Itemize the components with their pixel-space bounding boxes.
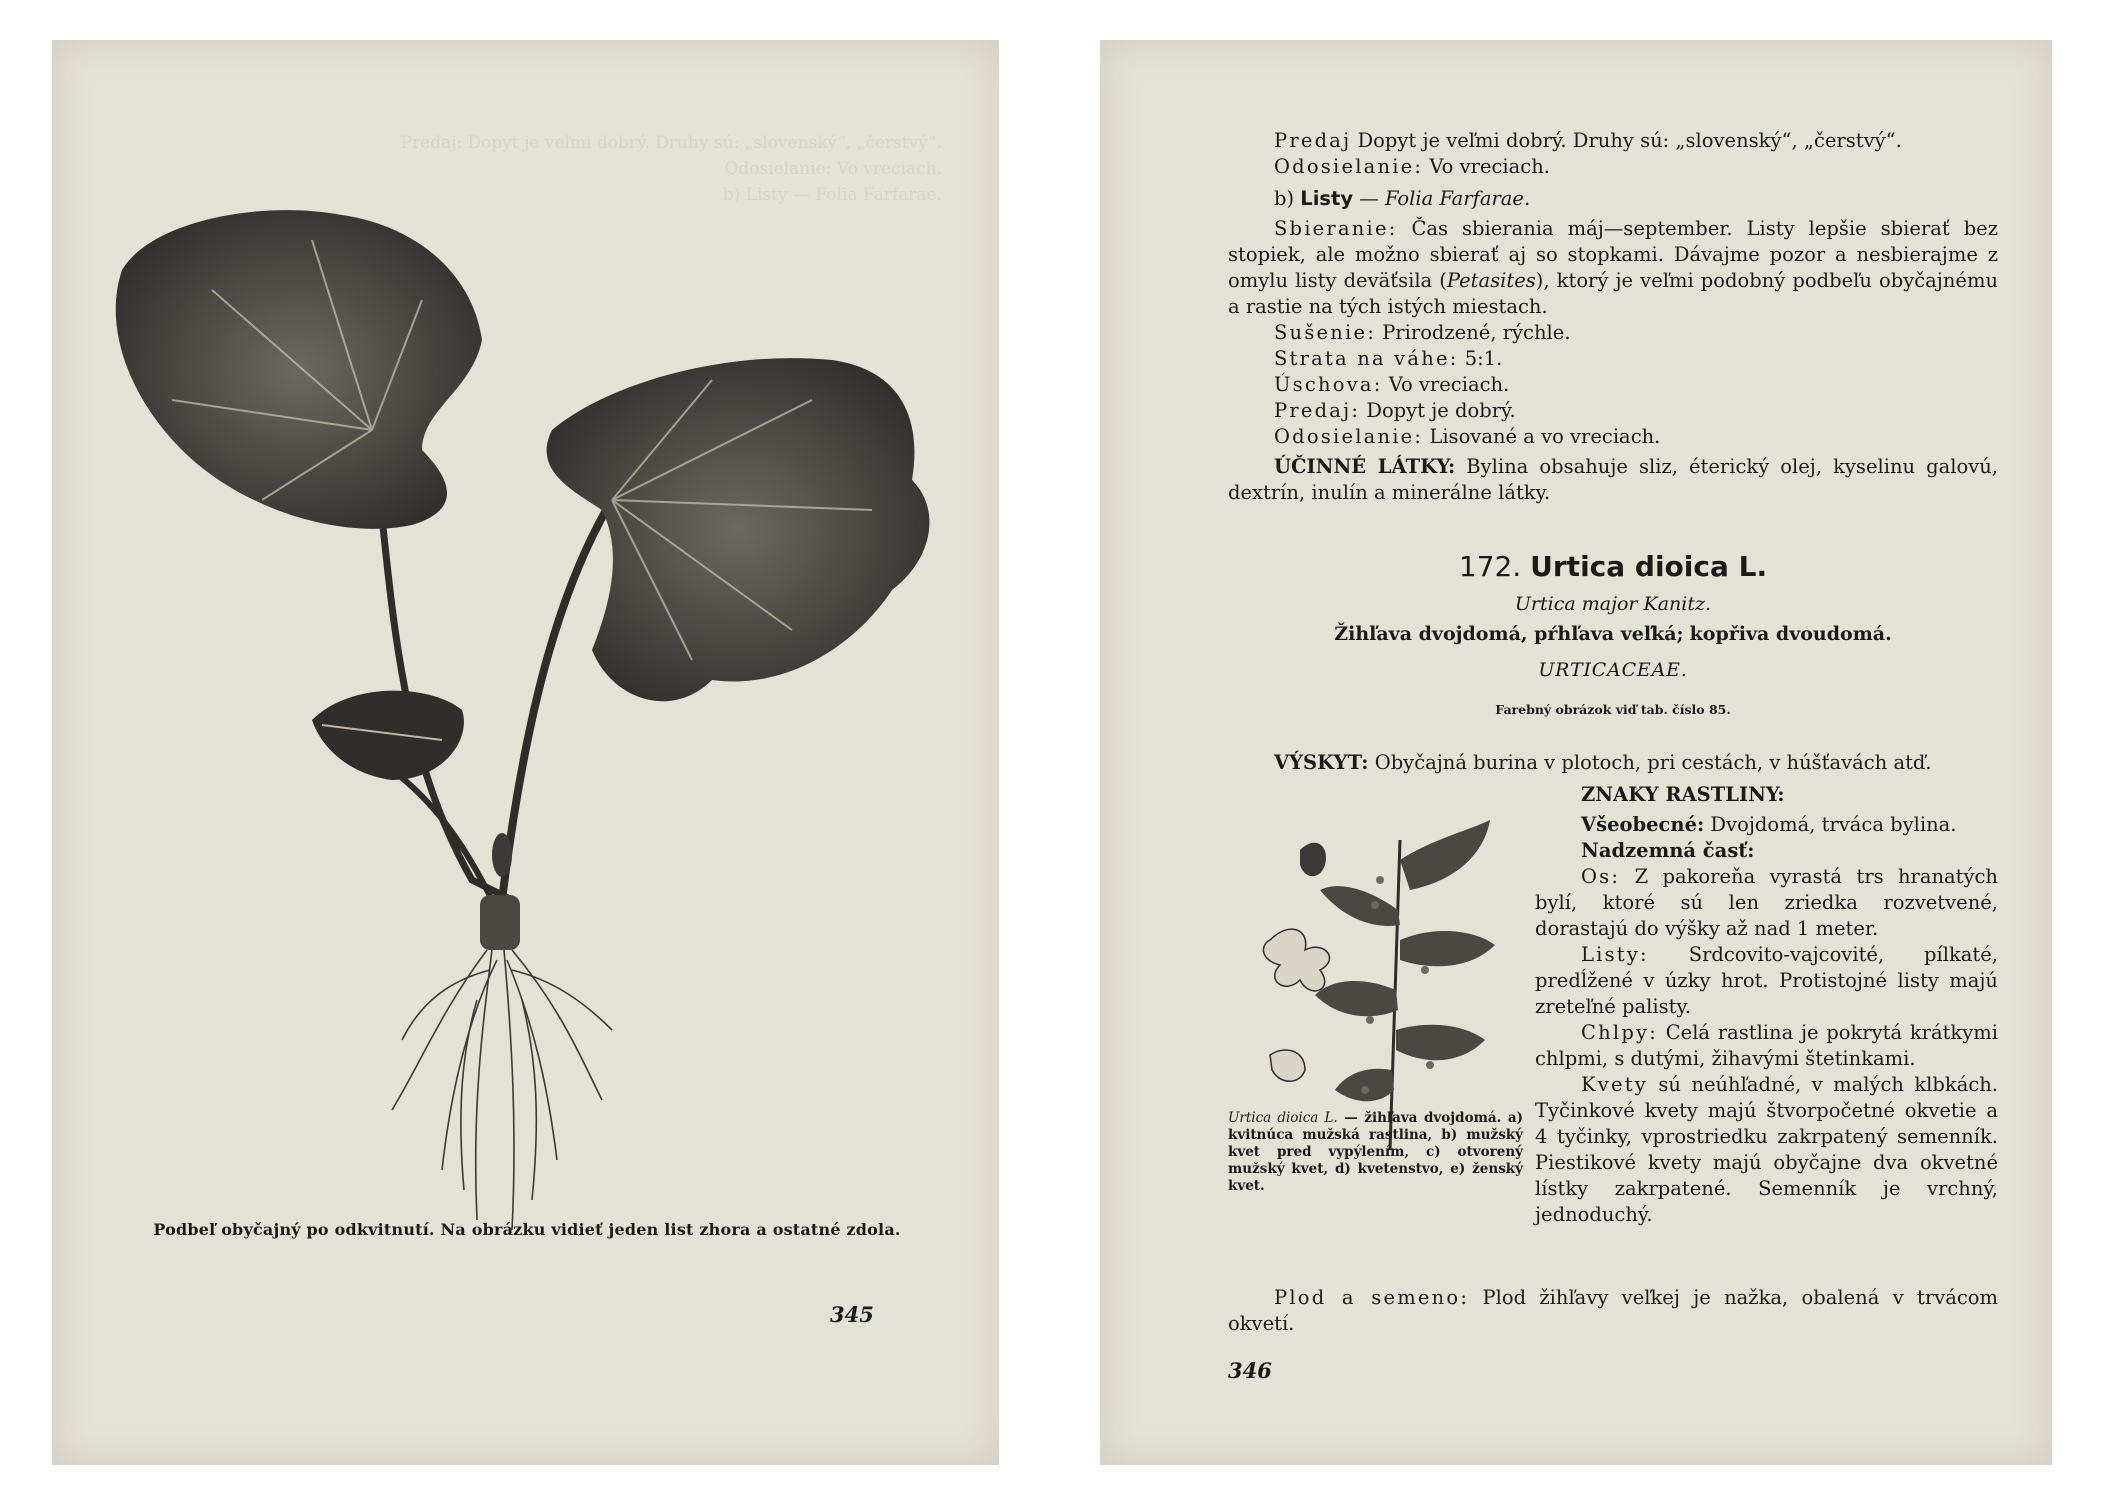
aerial-label: Nadzemná časť: xyxy=(1581,839,1755,862)
predaj-b-text: Dopyt je dobrý. xyxy=(1366,399,1516,422)
fruit-paragraph xyxy=(1228,1285,1998,1337)
sbieranie-text-2: ), ktorý je veľmi podobný podbeľu obyčajnému a rastie na tých istých miestach. xyxy=(1228,269,1999,318)
occurrence-text: Obyčajná burina v plotoch, pri cestách, v húšťavách atď. xyxy=(1374,751,1932,774)
plod-label: Plod a semeno: xyxy=(1274,1286,1470,1309)
active-substances-label: ÚČINNÉ LÁTKY: xyxy=(1274,455,1456,478)
features-heading: ZNAKY RASTLINY: xyxy=(1581,783,1785,806)
family-name: URTICACEAE. xyxy=(1538,659,1688,681)
bleed-line-3: b) Listy — Folia Farfarae. xyxy=(722,185,942,205)
kvety-text: sú neúhľadné, v malých klbkách. Tyčinkové kvety majú štvorpočetné okvetie a 4 tyčinky, vprostriedku zakrpatený semenník. Piestikové kvety majú obyčajne dva okvetné lístky zakrpatené. Semenník je vrchný, jednoduchý. xyxy=(1535,1073,1998,1226)
chlpy-label: Chlpy: xyxy=(1581,1021,1658,1044)
strata-text: 5:1. xyxy=(1464,347,1503,370)
general-label: Všeobecné: xyxy=(1581,813,1705,836)
os-text: Z pakoreňa vyrastá trs hranatých bylí, ktoré sú len zriedka rozvetvené, dorastajú do výšky až nad 1 meter. xyxy=(1535,865,1998,940)
page-number-right: 346 xyxy=(1228,1358,1272,1383)
left-page xyxy=(52,40,999,1465)
chlpy-text: Celá rastlina je pokrytá krátkymi chlpmi, s dutými, žihavými štetinkami. xyxy=(1535,1021,1998,1070)
species-number: 172. xyxy=(1458,550,1522,583)
os-paragraph xyxy=(1535,864,1998,942)
uschova-line xyxy=(1228,372,1998,398)
os-label: Os: xyxy=(1581,865,1621,888)
general-text: Dvojdomá, trváca bylina. xyxy=(1710,813,1957,836)
figure-caption xyxy=(1228,1110,1523,1195)
kvety-paragraph xyxy=(1535,1072,1998,1228)
right-page xyxy=(1100,40,2052,1465)
listy-paragraph xyxy=(1535,942,1998,1020)
listy-text: Srdcovito-vajcovité, pílkaté, predĺžené v úzky hrot. Protistojné listy majú zreteľné palisty. xyxy=(1535,943,1998,1018)
predaj-b-line xyxy=(1228,398,1998,424)
general-line xyxy=(1535,812,1998,838)
active-substances-paragraph xyxy=(1228,454,1998,506)
predaj-b-label: Predaj: xyxy=(1274,399,1361,422)
strata-label: Strata na váhe: xyxy=(1274,347,1459,370)
plant-features-block xyxy=(1535,782,1998,1228)
figure-caption-latin: Urtica dioica L. xyxy=(1228,1110,1338,1126)
part-b-latin: Folia Farfarae. xyxy=(1384,187,1531,210)
species-title xyxy=(1228,550,1998,583)
odosielanie-line xyxy=(1228,154,1998,180)
predaj-label: Predaj xyxy=(1274,129,1352,152)
odosielanie-label: Odosielanie: xyxy=(1274,155,1424,178)
sbieranie-label: Sbieranie: xyxy=(1274,217,1398,240)
top-text-block xyxy=(1228,128,1998,506)
occurrence-paragraph xyxy=(1228,750,2008,776)
common-name-czech: kopřiva dvoudomá. xyxy=(1689,623,1892,645)
page-number-left: 345 xyxy=(830,1302,874,1327)
sbieranie-text-1: Čas sbierania máj—september. Listy lepšie sbierať bez stopiek, ale možno sbierať aj so stopkami. Dávajme pozor a nesbierajme z omylu listy deväťsila ( xyxy=(1228,217,1998,292)
uschova-label: Úschova: xyxy=(1274,373,1383,396)
occurrence-label: VÝSKYT: xyxy=(1274,751,1369,774)
predaj-text: Dopyt je veľmi dobrý. Druhy sú: „slovenský“, „čerstvý“. xyxy=(1357,129,1902,152)
bleed-line-2: Odosielanie: Vo vreciach. xyxy=(724,159,942,179)
susenie-text: Prirodzené, rýchle. xyxy=(1382,321,1571,344)
part-b-prefix: b) xyxy=(1274,187,1295,210)
susenie-line xyxy=(1228,320,1998,346)
odosielanie-b-text: Lisované a vo vreciach. xyxy=(1429,425,1661,448)
bleed-line-1: Predaj: Dopyt je veľmi dobrý. Druhy sú: „slovenský“, „čerstvý“. xyxy=(400,133,942,153)
odosielanie-text: Vo vreciach. xyxy=(1429,155,1550,178)
kvety-label: Kvety xyxy=(1581,1073,1648,1096)
odosielanie-b-line xyxy=(1228,424,1998,450)
part-b-heading xyxy=(1228,186,1998,212)
common-name-slovak: Žihľava dvojdomá, pŕhľava veľká; xyxy=(1334,623,1684,645)
color-plate-note: Farebný obrázok viď tab. číslo 85. xyxy=(1495,702,1731,717)
part-b-title: Listy xyxy=(1300,187,1354,210)
sbieranie-latin: Petasites xyxy=(1446,269,1536,292)
odosielanie-b-label: Odosielanie: xyxy=(1274,425,1424,448)
uschova-text: Vo vreciach. xyxy=(1388,373,1510,396)
species-header xyxy=(1228,550,1998,725)
species-synonym: Urtica major Kanitz. xyxy=(1514,593,1712,615)
common-names xyxy=(1228,619,1998,649)
species-name: Urtica dioica L. xyxy=(1530,550,1768,583)
coltsfoot-plant-illustration xyxy=(92,180,972,1240)
listy-label: Listy: xyxy=(1581,943,1649,966)
predaj-line xyxy=(1228,128,1998,154)
figure-caption-text: — žihľava dvojdomá. a) kvitnúca mužská rastlina, b) mužský kvet pred vypýlením, c) otvorený mužský kvet, d) kvetenstvo, e) ženský kvet. xyxy=(1228,1110,1523,1194)
illustration-caption: Podbeľ obyčajný po odkvitnutí. Na obrázku vidieť jeden list zhora a ostatné zdola. xyxy=(153,1220,901,1239)
plod-text: Plod žihľavy veľkej je nažka, obalená v trvácom okvetí. xyxy=(1228,1286,1999,1335)
susenie-label: Sušenie: xyxy=(1274,321,1376,344)
active-substances-text: Bylina obsahuje sliz, éterický olej, kyselinu galovú, dextrín, inulín a minerálne látky. xyxy=(1228,455,1998,504)
strata-line xyxy=(1228,346,1998,372)
part-b-dash: — xyxy=(1359,187,1379,210)
chlpy-paragraph xyxy=(1535,1020,1998,1072)
sbieranie-paragraph xyxy=(1228,216,1998,320)
